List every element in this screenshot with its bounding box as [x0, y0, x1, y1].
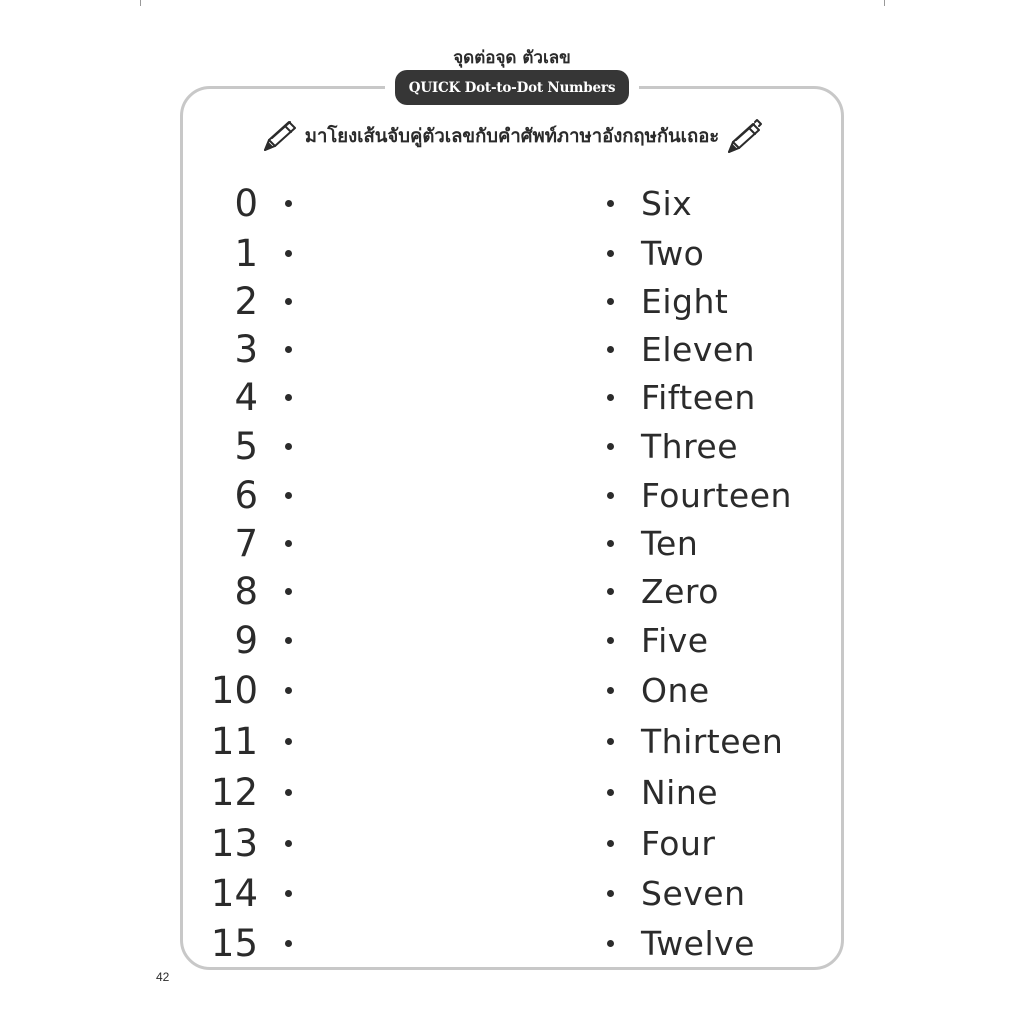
word-dot[interactable] [607, 443, 614, 450]
number-dot[interactable] [285, 588, 292, 595]
word-label: Thirteen [641, 722, 784, 761]
number-dot[interactable] [285, 789, 292, 796]
pencil-icon [259, 116, 299, 156]
number-dot[interactable] [285, 540, 292, 547]
word-label: Zero [641, 572, 719, 611]
pencil-icon [725, 116, 765, 156]
number-label: 14 [210, 872, 258, 915]
word-dot[interactable] [607, 940, 614, 947]
number-label: 11 [210, 720, 258, 763]
match-row [0, 374, 1024, 422]
match-row [0, 820, 1024, 868]
number-label: 13 [210, 822, 258, 865]
word-label: Twelve [641, 924, 755, 963]
word-label: Fourteen [641, 476, 792, 515]
number-label: 2 [234, 280, 258, 323]
page-title: จุดต่อจุด ตัวเลข [453, 48, 571, 68]
word-dot[interactable] [607, 540, 614, 547]
word-label: Six [641, 184, 693, 223]
number-dot[interactable] [285, 687, 292, 694]
match-row [0, 667, 1024, 715]
match-row [0, 769, 1024, 817]
word-label: Two [641, 234, 705, 273]
word-label: Five [641, 621, 709, 660]
number-label: 10 [210, 669, 258, 712]
word-dot[interactable] [607, 687, 614, 694]
word-label: Fifteen [641, 378, 756, 417]
number-label: 12 [210, 771, 258, 814]
number-label: 3 [234, 328, 258, 371]
word-dot[interactable] [607, 298, 614, 305]
number-dot[interactable] [285, 394, 292, 401]
word-dot[interactable] [607, 492, 614, 499]
match-row [0, 423, 1024, 471]
number-label: 9 [234, 619, 258, 662]
match-row [0, 718, 1024, 766]
number-dot[interactable] [285, 890, 292, 897]
number-dot[interactable] [285, 637, 292, 644]
number-dot[interactable] [285, 200, 292, 207]
instruction-line [244, 116, 780, 156]
page-number: 42 [156, 970, 170, 984]
number-dot[interactable] [285, 443, 292, 450]
title-badge-label: QUICK Dot-to-Dot Numbers [395, 70, 629, 105]
instruction-text: มาโยงเส้นจับคู่ตัวเลขกับคำศัพท์ภาษาอังกฤษกันเถอะ [304, 125, 720, 147]
word-label: Seven [641, 874, 746, 913]
number-label: 0 [234, 182, 258, 225]
number-label: 4 [234, 376, 258, 419]
match-row [0, 617, 1024, 665]
word-dot[interactable] [607, 588, 614, 595]
word-dot[interactable] [607, 200, 614, 207]
crop-mark [884, 0, 885, 6]
number-dot[interactable] [285, 298, 292, 305]
match-row [0, 278, 1024, 326]
number-label: 6 [234, 474, 258, 517]
number-dot[interactable] [285, 492, 292, 499]
match-row [0, 326, 1024, 374]
word-dot[interactable] [607, 250, 614, 257]
number-label: 7 [234, 522, 258, 565]
word-label: Eleven [641, 330, 756, 369]
word-dot[interactable] [607, 637, 614, 644]
match-row [0, 568, 1024, 616]
number-dot[interactable] [285, 840, 292, 847]
number-label: 5 [234, 425, 258, 468]
word-label: Ten [641, 524, 699, 563]
number-dot[interactable] [285, 346, 292, 353]
word-label: Nine [641, 773, 719, 812]
number-label: 15 [210, 922, 258, 965]
word-label: One [641, 671, 710, 710]
match-row [0, 920, 1024, 968]
number-dot[interactable] [285, 738, 292, 745]
word-dot[interactable] [607, 394, 614, 401]
word-label: Eight [641, 282, 729, 321]
number-label: 8 [234, 570, 258, 613]
match-row [0, 230, 1024, 278]
title-badge [385, 70, 639, 105]
word-label: Four [641, 824, 716, 863]
word-dot[interactable] [607, 840, 614, 847]
crop-mark [140, 0, 141, 6]
word-dot[interactable] [607, 890, 614, 897]
word-dot[interactable] [607, 346, 614, 353]
number-label: 1 [234, 232, 258, 275]
word-dot[interactable] [607, 738, 614, 745]
match-row [0, 870, 1024, 918]
word-label: Three [641, 427, 739, 466]
match-row [0, 472, 1024, 520]
number-dot[interactable] [285, 940, 292, 947]
word-dot[interactable] [607, 789, 614, 796]
number-dot[interactable] [285, 250, 292, 257]
match-row [0, 520, 1024, 568]
match-row [0, 180, 1024, 228]
